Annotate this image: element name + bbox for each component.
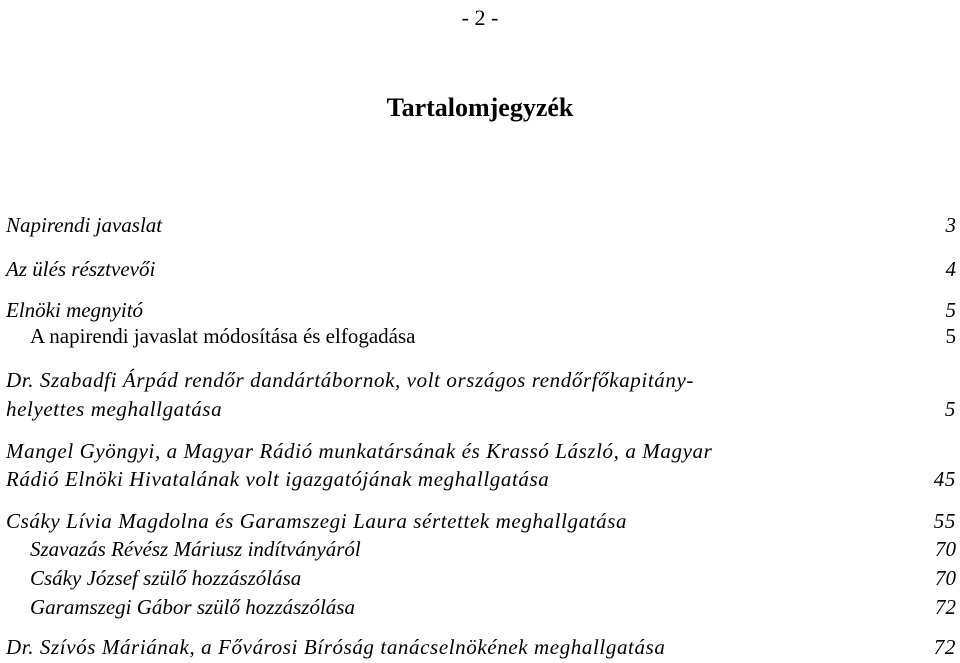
toc-entry-label: Az ülés résztvevői: [6, 257, 156, 281]
toc-entry-label: Dr. Szabadfi Árpád rendőr dandártábornok, volt országos rendőrfőkapitány-: [6, 368, 694, 392]
toc-entry-label: Rádió Elnöki Hivatalának volt igazgatójának meghallgatása: [6, 467, 550, 491]
toc-entry-label: helyettes meghallgatása: [6, 397, 223, 421]
toc-entry-page: 5: [945, 298, 956, 322]
toc-entry-label: Elnöki megnyitó: [6, 298, 144, 322]
table-of-contents: [6, 0, 956, 663]
toc-entry-page: 5: [944, 397, 956, 421]
toc-entry-label: Csáky József szülő hozzászólása: [30, 566, 302, 590]
toc-entry-page: 45: [933, 467, 956, 491]
toc-entry-page: 72: [935, 595, 956, 619]
toc-entry-label: Csáky Lívia Magdolna és Garamszegi Laura sértettek meghallgatása: [6, 509, 628, 533]
toc-entry-label: Dr. Szívós Máriának, a Fővárosi Bíróság tanácselnökének meghallgatása: [6, 635, 666, 659]
toc-entry-label: A napirendi javaslat módosítása és elfogadása: [30, 324, 416, 348]
toc-entry-page: 4: [945, 257, 956, 281]
toc-entry-page: 72: [933, 635, 956, 659]
page-number: - 2 -: [461, 5, 499, 30]
toc-entry-label: Napirendi javaslat: [6, 213, 163, 237]
toc-entry-page: 3: [945, 213, 956, 237]
document-title: Tartalomjegyzék: [386, 93, 574, 122]
toc-entry-page: 5: [945, 324, 956, 348]
toc-entry-label: Mangel Gyöngyi, a Magyar Rádió munkatársának és Krassó László, a Magyar: [6, 439, 713, 463]
toc-entry-page: 70: [935, 537, 956, 561]
toc-entry-page: 55: [933, 509, 956, 533]
toc-entry-label: Garamszegi Gábor szülő hozzászólása: [30, 595, 355, 619]
toc-entry-page: 70: [935, 566, 956, 590]
toc-entry-label: Szavazás Révész Máriusz indítványáról: [30, 537, 361, 561]
